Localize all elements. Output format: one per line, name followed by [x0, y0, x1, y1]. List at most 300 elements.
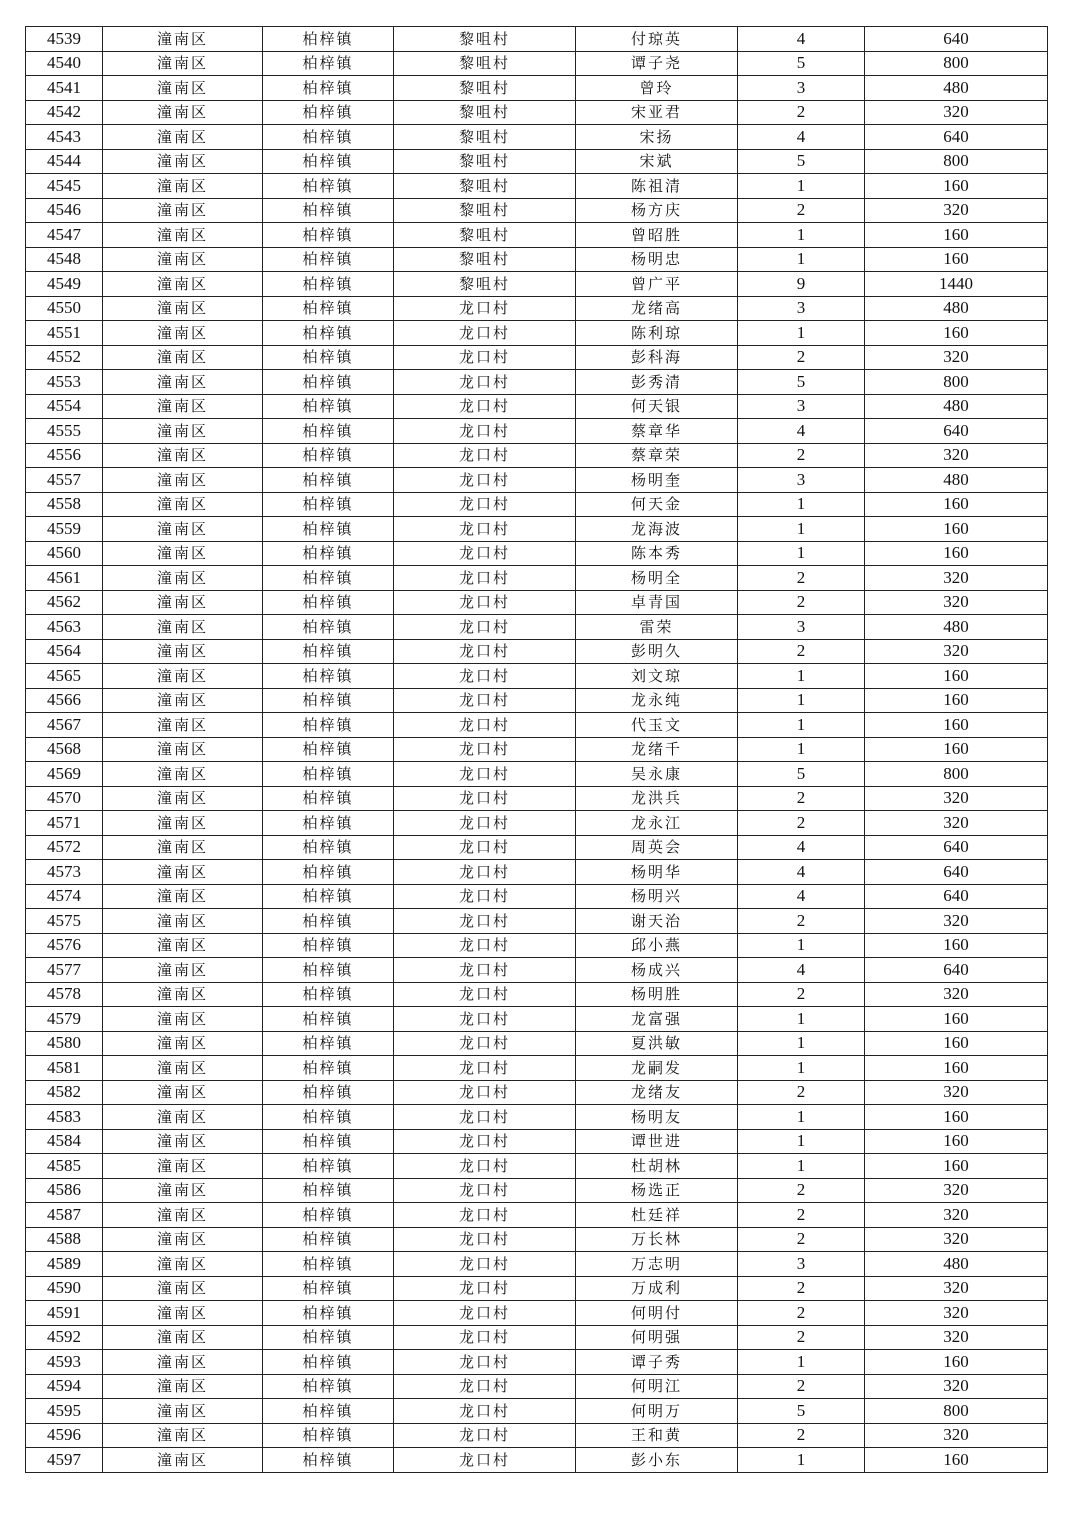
serial-number-cell: 4546	[26, 198, 103, 223]
town-cell: 柏梓镇	[263, 247, 394, 272]
name-cell: 周英会	[576, 835, 738, 860]
name-cell: 龙绪高	[576, 296, 738, 321]
table-row	[26, 909, 1048, 934]
household-size-cell: 1	[738, 492, 865, 517]
table-row	[26, 468, 1048, 493]
town-cell: 柏梓镇	[263, 615, 394, 640]
serial-number-cell: 4597	[26, 1448, 103, 1473]
serial-number-cell: 4592	[26, 1325, 103, 1350]
village-cell: 黎咀村	[394, 174, 576, 199]
serial-number-cell: 4556	[26, 443, 103, 468]
household-size-cell: 4	[738, 958, 865, 983]
table-row	[26, 174, 1048, 199]
town-cell: 柏梓镇	[263, 76, 394, 101]
district-cell: 潼南区	[103, 1227, 263, 1252]
district-cell: 潼南区	[103, 443, 263, 468]
town-cell: 柏梓镇	[263, 1154, 394, 1179]
district-cell: 潼南区	[103, 1374, 263, 1399]
table-row	[26, 811, 1048, 836]
serial-number-cell: 4579	[26, 1007, 103, 1032]
town-cell: 柏梓镇	[263, 1056, 394, 1081]
household-size-cell: 1	[738, 517, 865, 542]
town-cell: 柏梓镇	[263, 982, 394, 1007]
district-cell: 潼南区	[103, 958, 263, 983]
table-row	[26, 321, 1048, 346]
table-row	[26, 1129, 1048, 1154]
district-cell: 潼南区	[103, 884, 263, 909]
village-cell: 龙口村	[394, 1350, 576, 1375]
serial-number-cell: 4591	[26, 1301, 103, 1326]
table-row	[26, 786, 1048, 811]
name-cell: 彭科海	[576, 345, 738, 370]
town-cell: 柏梓镇	[263, 933, 394, 958]
household-size-cell: 1	[738, 1031, 865, 1056]
household-size-cell: 9	[738, 272, 865, 297]
amount-cell: 160	[865, 1154, 1048, 1179]
serial-number-cell: 4545	[26, 174, 103, 199]
amount-cell: 160	[865, 1350, 1048, 1375]
district-cell: 潼南区	[103, 811, 263, 836]
table-row	[26, 1007, 1048, 1032]
name-cell: 宋斌	[576, 149, 738, 174]
village-cell: 龙口村	[394, 664, 576, 689]
name-cell: 宋亚君	[576, 100, 738, 125]
village-cell: 龙口村	[394, 345, 576, 370]
district-cell: 潼南区	[103, 394, 263, 419]
town-cell: 柏梓镇	[263, 174, 394, 199]
village-cell: 龙口村	[394, 468, 576, 493]
district-cell: 潼南区	[103, 321, 263, 346]
district-cell: 潼南区	[103, 664, 263, 689]
table-row	[26, 1276, 1048, 1301]
table-row	[26, 247, 1048, 272]
district-cell: 潼南区	[103, 762, 263, 787]
district-cell: 潼南区	[103, 1301, 263, 1326]
table-row	[26, 1350, 1048, 1375]
serial-number-cell: 4549	[26, 272, 103, 297]
name-cell: 彭明久	[576, 639, 738, 664]
serial-number-cell: 4589	[26, 1252, 103, 1277]
name-cell: 杜胡林	[576, 1154, 738, 1179]
serial-number-cell: 4550	[26, 296, 103, 321]
name-cell: 刘文琼	[576, 664, 738, 689]
name-cell: 何明强	[576, 1325, 738, 1350]
amount-cell: 640	[865, 958, 1048, 983]
household-size-cell: 3	[738, 615, 865, 640]
district-cell: 潼南区	[103, 1105, 263, 1130]
household-size-cell: 2	[738, 982, 865, 1007]
amount-cell: 800	[865, 762, 1048, 787]
town-cell: 柏梓镇	[263, 811, 394, 836]
name-cell: 夏洪敏	[576, 1031, 738, 1056]
town-cell: 柏梓镇	[263, 786, 394, 811]
household-size-cell: 1	[738, 1350, 865, 1375]
town-cell: 柏梓镇	[263, 1031, 394, 1056]
name-cell: 龙海波	[576, 517, 738, 542]
table-row	[26, 125, 1048, 150]
district-cell: 潼南区	[103, 272, 263, 297]
district-cell: 潼南区	[103, 639, 263, 664]
amount-cell: 320	[865, 198, 1048, 223]
village-cell: 龙口村	[394, 786, 576, 811]
serial-number-cell: 4575	[26, 909, 103, 934]
name-cell: 宋扬	[576, 125, 738, 150]
village-cell: 黎咀村	[394, 125, 576, 150]
name-cell: 彭秀清	[576, 370, 738, 395]
village-cell: 龙口村	[394, 566, 576, 591]
town-cell: 柏梓镇	[263, 345, 394, 370]
amount-cell: 160	[865, 1007, 1048, 1032]
name-cell: 万长林	[576, 1227, 738, 1252]
household-size-cell: 4	[738, 835, 865, 860]
beneficiary-table	[25, 26, 1048, 1473]
village-cell: 龙口村	[394, 884, 576, 909]
table-row	[26, 615, 1048, 640]
serial-number-cell: 4587	[26, 1203, 103, 1228]
table-row	[26, 517, 1048, 542]
name-cell: 杨明华	[576, 860, 738, 885]
village-cell: 龙口村	[394, 1423, 576, 1448]
household-size-cell: 5	[738, 51, 865, 76]
district-cell: 潼南区	[103, 933, 263, 958]
district-cell: 潼南区	[103, 125, 263, 150]
district-cell: 潼南区	[103, 1178, 263, 1203]
name-cell: 何天金	[576, 492, 738, 517]
town-cell: 柏梓镇	[263, 860, 394, 885]
district-cell: 潼南区	[103, 1399, 263, 1424]
town-cell: 柏梓镇	[263, 272, 394, 297]
household-size-cell: 4	[738, 125, 865, 150]
district-cell: 潼南区	[103, 296, 263, 321]
household-size-cell: 2	[738, 443, 865, 468]
district-cell: 潼南区	[103, 1325, 263, 1350]
household-size-cell: 1	[738, 247, 865, 272]
household-size-cell: 1	[738, 1154, 865, 1179]
name-cell: 龙洪兵	[576, 786, 738, 811]
amount-cell: 320	[865, 1178, 1048, 1203]
town-cell: 柏梓镇	[263, 468, 394, 493]
village-cell: 龙口村	[394, 811, 576, 836]
name-cell: 龙嗣发	[576, 1056, 738, 1081]
town-cell: 柏梓镇	[263, 762, 394, 787]
household-size-cell: 5	[738, 370, 865, 395]
serial-number-cell: 4541	[26, 76, 103, 101]
town-cell: 柏梓镇	[263, 1080, 394, 1105]
table-row	[26, 1154, 1048, 1179]
town-cell: 柏梓镇	[263, 125, 394, 150]
village-cell: 龙口村	[394, 1154, 576, 1179]
town-cell: 柏梓镇	[263, 1350, 394, 1375]
serial-number-cell: 4543	[26, 125, 103, 150]
table-row	[26, 860, 1048, 885]
village-cell: 龙口村	[394, 1325, 576, 1350]
name-cell: 曾玲	[576, 76, 738, 101]
name-cell: 卓青国	[576, 590, 738, 615]
household-size-cell: 2	[738, 1203, 865, 1228]
amount-cell: 800	[865, 1399, 1048, 1424]
serial-number-cell: 4561	[26, 566, 103, 591]
district-cell: 潼南区	[103, 419, 263, 444]
town-cell: 柏梓镇	[263, 1325, 394, 1350]
town-cell: 柏梓镇	[263, 1252, 394, 1277]
name-cell: 谢天治	[576, 909, 738, 934]
amount-cell: 160	[865, 517, 1048, 542]
village-cell: 龙口村	[394, 1031, 576, 1056]
village-cell: 龙口村	[394, 1276, 576, 1301]
amount-cell: 640	[865, 125, 1048, 150]
village-cell: 黎咀村	[394, 223, 576, 248]
district-cell: 潼南区	[103, 100, 263, 125]
name-cell: 蔡章华	[576, 419, 738, 444]
table-row	[26, 737, 1048, 762]
village-cell: 龙口村	[394, 1252, 576, 1277]
town-cell: 柏梓镇	[263, 835, 394, 860]
serial-number-cell: 4540	[26, 51, 103, 76]
amount-cell: 160	[865, 247, 1048, 272]
serial-number-cell: 4568	[26, 737, 103, 762]
amount-cell: 480	[865, 76, 1048, 101]
amount-cell: 160	[865, 713, 1048, 738]
table-row	[26, 1056, 1048, 1081]
table-row	[26, 443, 1048, 468]
amount-cell: 160	[865, 174, 1048, 199]
serial-number-cell: 4571	[26, 811, 103, 836]
household-size-cell: 3	[738, 296, 865, 321]
amount-cell: 640	[865, 27, 1048, 52]
amount-cell: 320	[865, 1374, 1048, 1399]
household-size-cell: 1	[738, 1007, 865, 1032]
town-cell: 柏梓镇	[263, 1399, 394, 1424]
household-size-cell: 2	[738, 198, 865, 223]
town-cell: 柏梓镇	[263, 737, 394, 762]
amount-cell: 320	[865, 566, 1048, 591]
amount-cell: 160	[865, 933, 1048, 958]
village-cell: 龙口村	[394, 1080, 576, 1105]
table-row	[26, 223, 1048, 248]
village-cell: 龙口村	[394, 1007, 576, 1032]
name-cell: 龙永纯	[576, 688, 738, 713]
serial-number-cell: 4595	[26, 1399, 103, 1424]
household-size-cell: 2	[738, 590, 865, 615]
table-row	[26, 958, 1048, 983]
village-cell: 龙口村	[394, 296, 576, 321]
household-size-cell: 1	[738, 223, 865, 248]
table-row	[26, 419, 1048, 444]
district-cell: 潼南区	[103, 909, 263, 934]
household-size-cell: 3	[738, 394, 865, 419]
town-cell: 柏梓镇	[263, 1301, 394, 1326]
name-cell: 杨明全	[576, 566, 738, 591]
amount-cell: 800	[865, 51, 1048, 76]
town-cell: 柏梓镇	[263, 909, 394, 934]
household-size-cell: 2	[738, 1301, 865, 1326]
table-row	[26, 492, 1048, 517]
table-row	[26, 345, 1048, 370]
amount-cell: 160	[865, 223, 1048, 248]
town-cell: 柏梓镇	[263, 590, 394, 615]
town-cell: 柏梓镇	[263, 541, 394, 566]
village-cell: 龙口村	[394, 933, 576, 958]
serial-number-cell: 4584	[26, 1129, 103, 1154]
name-cell: 杨明友	[576, 1105, 738, 1130]
name-cell: 龙绪友	[576, 1080, 738, 1105]
table-row	[26, 664, 1048, 689]
household-size-cell: 2	[738, 811, 865, 836]
district-cell: 潼南区	[103, 1080, 263, 1105]
name-cell: 杨选正	[576, 1178, 738, 1203]
serial-number-cell: 4588	[26, 1227, 103, 1252]
town-cell: 柏梓镇	[263, 1007, 394, 1032]
name-cell: 代玉文	[576, 713, 738, 738]
town-cell: 柏梓镇	[263, 1448, 394, 1473]
village-cell: 龙口村	[394, 1448, 576, 1473]
household-size-cell: 2	[738, 909, 865, 934]
district-cell: 潼南区	[103, 615, 263, 640]
district-cell: 潼南区	[103, 590, 263, 615]
serial-number-cell: 4574	[26, 884, 103, 909]
town-cell: 柏梓镇	[263, 713, 394, 738]
town-cell: 柏梓镇	[263, 321, 394, 346]
serial-number-cell: 4542	[26, 100, 103, 125]
table-row	[26, 933, 1048, 958]
serial-number-cell: 4563	[26, 615, 103, 640]
district-cell: 潼南区	[103, 835, 263, 860]
town-cell: 柏梓镇	[263, 1129, 394, 1154]
household-size-cell: 5	[738, 762, 865, 787]
name-cell: 龙富强	[576, 1007, 738, 1032]
table-row	[26, 370, 1048, 395]
town-cell: 柏梓镇	[263, 1374, 394, 1399]
household-size-cell: 2	[738, 639, 865, 664]
village-cell: 龙口村	[394, 762, 576, 787]
household-size-cell: 2	[738, 566, 865, 591]
town-cell: 柏梓镇	[263, 51, 394, 76]
serial-number-cell: 4593	[26, 1350, 103, 1375]
district-cell: 潼南区	[103, 1031, 263, 1056]
town-cell: 柏梓镇	[263, 958, 394, 983]
district-cell: 潼南区	[103, 1252, 263, 1277]
village-cell: 龙口村	[394, 1399, 576, 1424]
table-row	[26, 1448, 1048, 1473]
serial-number-cell: 4586	[26, 1178, 103, 1203]
serial-number-cell: 4539	[26, 27, 103, 52]
district-cell: 潼南区	[103, 1056, 263, 1081]
village-cell: 龙口村	[394, 713, 576, 738]
village-cell: 龙口村	[394, 321, 576, 346]
town-cell: 柏梓镇	[263, 884, 394, 909]
household-size-cell: 4	[738, 27, 865, 52]
table-row	[26, 541, 1048, 566]
village-cell: 黎咀村	[394, 247, 576, 272]
serial-number-cell: 4566	[26, 688, 103, 713]
table-body	[26, 27, 1048, 1473]
town-cell: 柏梓镇	[263, 443, 394, 468]
village-cell: 龙口村	[394, 1203, 576, 1228]
name-cell: 谭世进	[576, 1129, 738, 1154]
table-row	[26, 1399, 1048, 1424]
name-cell: 付琼英	[576, 27, 738, 52]
village-cell: 龙口村	[394, 737, 576, 762]
serial-number-cell: 4582	[26, 1080, 103, 1105]
table-row	[26, 296, 1048, 321]
household-size-cell: 2	[738, 1276, 865, 1301]
table-row	[26, 1325, 1048, 1350]
serial-number-cell: 4580	[26, 1031, 103, 1056]
amount-cell: 320	[865, 639, 1048, 664]
town-cell: 柏梓镇	[263, 1105, 394, 1130]
serial-number-cell: 4562	[26, 590, 103, 615]
serial-number-cell: 4567	[26, 713, 103, 738]
town-cell: 柏梓镇	[263, 1203, 394, 1228]
amount-cell: 160	[865, 737, 1048, 762]
household-size-cell: 2	[738, 1374, 865, 1399]
name-cell: 何明江	[576, 1374, 738, 1399]
household-size-cell: 3	[738, 76, 865, 101]
table-row	[26, 100, 1048, 125]
district-cell: 潼南区	[103, 541, 263, 566]
table-row	[26, 688, 1048, 713]
serial-number-cell: 4572	[26, 835, 103, 860]
household-size-cell: 2	[738, 1080, 865, 1105]
village-cell: 黎咀村	[394, 27, 576, 52]
serial-number-cell: 4557	[26, 468, 103, 493]
name-cell: 万志明	[576, 1252, 738, 1277]
name-cell: 谭子尧	[576, 51, 738, 76]
name-cell: 龙永江	[576, 811, 738, 836]
serial-number-cell: 4548	[26, 247, 103, 272]
table-row	[26, 198, 1048, 223]
amount-cell: 320	[865, 443, 1048, 468]
town-cell: 柏梓镇	[263, 492, 394, 517]
village-cell: 龙口村	[394, 860, 576, 885]
table-row	[26, 394, 1048, 419]
name-cell: 陈本秀	[576, 541, 738, 566]
district-cell: 潼南区	[103, 713, 263, 738]
amount-cell: 640	[865, 835, 1048, 860]
table-row	[26, 835, 1048, 860]
household-size-cell: 1	[738, 737, 865, 762]
table-row	[26, 1423, 1048, 1448]
serial-number-cell: 4554	[26, 394, 103, 419]
village-cell: 龙口村	[394, 1105, 576, 1130]
town-cell: 柏梓镇	[263, 1423, 394, 1448]
name-cell: 谭子秀	[576, 1350, 738, 1375]
serial-number-cell: 4551	[26, 321, 103, 346]
town-cell: 柏梓镇	[263, 296, 394, 321]
amount-cell: 640	[865, 419, 1048, 444]
district-cell: 潼南区	[103, 468, 263, 493]
serial-number-cell: 4581	[26, 1056, 103, 1081]
serial-number-cell: 4565	[26, 664, 103, 689]
name-cell: 何明万	[576, 1399, 738, 1424]
village-cell: 龙口村	[394, 1178, 576, 1203]
district-cell: 潼南区	[103, 198, 263, 223]
district-cell: 潼南区	[103, 174, 263, 199]
district-cell: 潼南区	[103, 76, 263, 101]
amount-cell: 160	[865, 1056, 1048, 1081]
village-cell: 龙口村	[394, 541, 576, 566]
household-size-cell: 1	[738, 1448, 865, 1473]
amount-cell: 320	[865, 909, 1048, 934]
name-cell: 邱小燕	[576, 933, 738, 958]
household-size-cell: 1	[738, 321, 865, 346]
village-cell: 黎咀村	[394, 76, 576, 101]
village-cell: 龙口村	[394, 517, 576, 542]
household-size-cell: 2	[738, 345, 865, 370]
name-cell: 吴永康	[576, 762, 738, 787]
household-size-cell: 5	[738, 149, 865, 174]
table-row	[26, 762, 1048, 787]
